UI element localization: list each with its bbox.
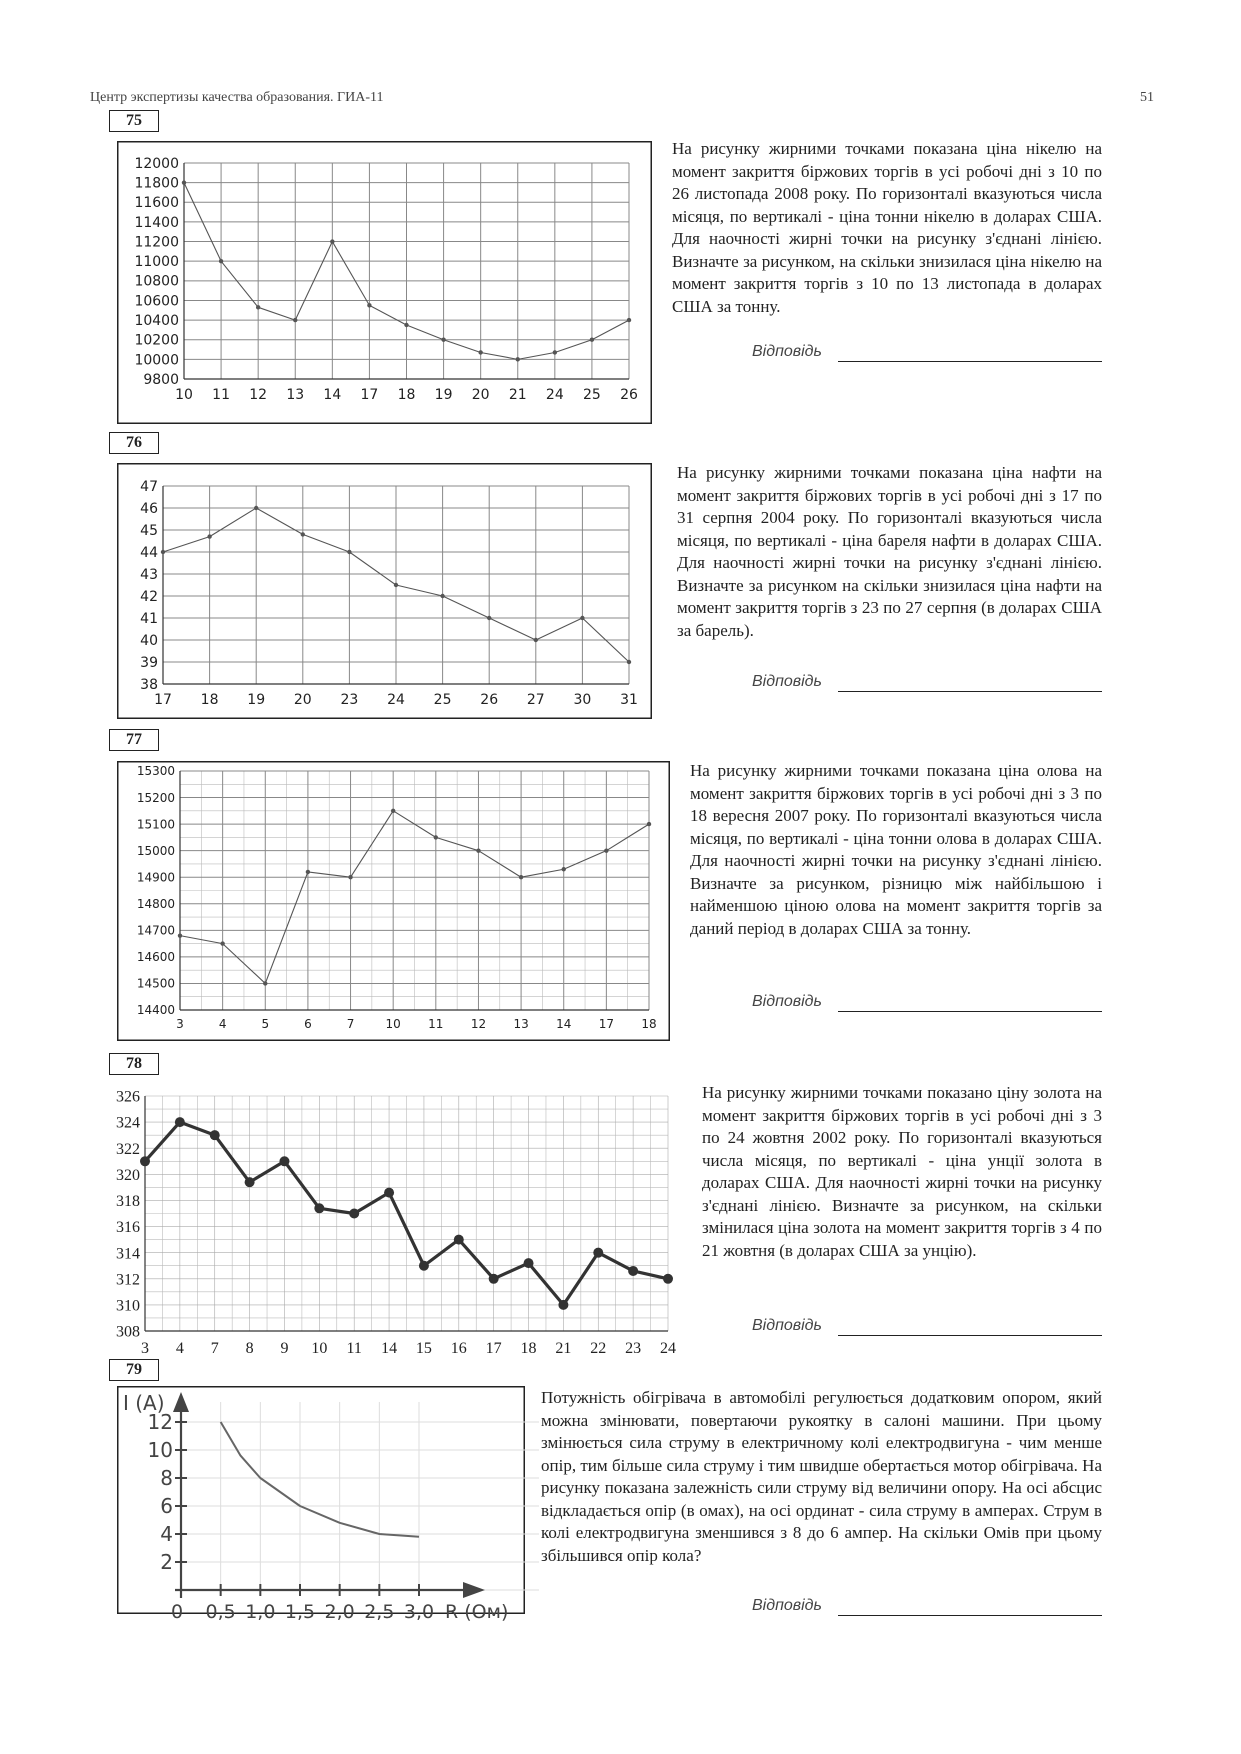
y-tick-label: 11200	[134, 234, 179, 251]
y-tick-label: 322	[116, 1140, 140, 1158]
data-point	[330, 239, 334, 243]
answer-line[interactable]	[838, 361, 1102, 362]
x-tick-label: 25	[583, 387, 601, 403]
chart-nickel-price	[117, 141, 652, 424]
task-number-75: 75	[109, 110, 159, 132]
y-tick-label: 14600	[136, 950, 175, 965]
x-tick-label: 17	[485, 1340, 502, 1357]
answer-label: Відповідь	[752, 1317, 822, 1334]
x-tick-label: 20	[471, 387, 490, 403]
x-tick-label: 9	[280, 1340, 289, 1357]
y-tick-label: 15000	[136, 843, 175, 858]
data-point	[489, 1274, 499, 1284]
x-tick-label: 23	[340, 692, 359, 708]
data-point	[349, 1209, 359, 1219]
data-point	[384, 1188, 394, 1198]
answer-label: Відповідь	[752, 343, 822, 360]
x-tick-label: 0	[170, 1601, 184, 1623]
x-tick-label: 1,0	[245, 1601, 276, 1623]
data-point	[175, 1117, 185, 1127]
x-tick-label: 10	[311, 1340, 328, 1357]
y-tick-label: 9800	[143, 371, 179, 388]
x-tick-label: 3	[141, 1340, 149, 1357]
data-point	[440, 594, 444, 598]
y-tick-label: 47	[140, 478, 158, 495]
x-tick-label: 24	[545, 387, 564, 403]
x-tick-label: 17	[154, 692, 172, 708]
x-tick-label: 30	[573, 692, 592, 708]
y-tick-label: 324	[116, 1114, 140, 1132]
data-point	[476, 848, 480, 852]
y-tick-label: 14400	[136, 1003, 175, 1018]
y-tick-label: 10800	[134, 273, 179, 290]
chart-gold-price	[116, 1082, 676, 1357]
data-point	[348, 875, 352, 879]
y-tick-label: 15200	[136, 790, 175, 805]
data-point	[454, 1235, 464, 1245]
y-tick-label: 38	[140, 676, 158, 693]
data-point	[627, 318, 631, 322]
y-tick-label: 11800	[134, 175, 179, 192]
data-point	[558, 1300, 568, 1310]
x-tick-label: 23	[625, 1340, 642, 1357]
chart-svg	[117, 761, 670, 1041]
y-tick-label: 8	[160, 1466, 173, 1490]
chart-oil-price	[117, 463, 652, 719]
x-tick-label: 24	[387, 692, 405, 708]
data-point	[245, 1177, 255, 1187]
data-point	[404, 323, 408, 327]
x-tick-label: 16	[450, 1340, 467, 1357]
data-point	[182, 180, 186, 184]
data-point	[394, 583, 398, 587]
y-tick-label: 318	[116, 1193, 140, 1211]
x-tick-label: 11	[346, 1340, 362, 1357]
y-tick-label: 10	[147, 1438, 173, 1462]
x-tick-label: 25	[433, 692, 452, 708]
x-tick-label: 10	[175, 387, 193, 403]
data-point	[210, 1130, 220, 1140]
x-tick-label: 27	[526, 692, 545, 708]
y-tick-label: 11000	[134, 254, 179, 271]
x-tick-label: 14	[323, 387, 342, 403]
data-point	[519, 875, 523, 879]
data-point	[628, 1266, 638, 1276]
y-tick-label: 6	[160, 1494, 173, 1518]
data-point	[391, 809, 395, 813]
task-77-text: На рисунку жирними точками показана ціна олова на момент закриття біржових торгів в усі робочі дні з 3 по 18 вересня 2007 року. По горизонталі вказуються числа місяця, по вертикалі - ціна тонни олова в доларах США. Для наочності жирні точки на рисунку з'єднані лінією. Визначте за рисунком, різницю між найбільшою і найменшою ціною олова на момент закриття торгів за даний період в доларах США за тонну.	[690, 761, 1102, 938]
x-tick-label: 19	[434, 387, 453, 403]
task-76-text: На рисунку жирними точками показана ціна нафти на момент закриття біржових торгів в усі робочі дні з 17 по 31 серпня 2004 року. По горизонталі вказуються числа місяця, по вертикалі - ціна бареля нафти в доларах США. Для наочності жирні точки на рисунку з'єднані лінією. Визначте за рисунком на скільки знизилася ціна нафти на момент закриття торгів з 23 по 27 серпня (в доларах США за барель).	[677, 463, 1102, 640]
x-tick-label: 31	[620, 692, 638, 708]
y-tick-label: 326	[116, 1088, 140, 1106]
data-point	[347, 550, 351, 554]
x-tick-label: 24	[660, 1340, 676, 1357]
y-tick-label: 14800	[136, 896, 175, 911]
data-point	[604, 848, 608, 852]
task-number-76: 76	[109, 432, 159, 454]
y-tick-label: 310	[116, 1297, 140, 1315]
answer-line[interactable]	[838, 1335, 1102, 1336]
chart-current-vs-resistance	[117, 1386, 525, 1623]
data-point	[254, 506, 258, 510]
x-axis-label: R (Ом)	[445, 1601, 509, 1623]
x-tick-label: 22	[590, 1340, 607, 1357]
data-point	[314, 1203, 324, 1213]
x-tick-label: 26	[480, 692, 499, 708]
chart-svg	[117, 463, 652, 719]
x-tick-label: 13	[513, 1017, 529, 1031]
x-tick-label: 4	[175, 1340, 184, 1357]
y-tick-label: 40	[140, 632, 158, 649]
y-tick-label: 14700	[136, 923, 175, 938]
data-point	[434, 835, 438, 839]
x-tick-label: 14	[381, 1340, 398, 1357]
y-tick-label: 15100	[136, 817, 175, 832]
chart-frame	[118, 142, 652, 424]
task-number-79: 79	[109, 1359, 159, 1381]
x-tick-label: 18	[200, 692, 219, 708]
answer-line[interactable]	[838, 691, 1102, 692]
page-number: 51	[1140, 90, 1154, 105]
x-tick-label: 19	[247, 692, 266, 708]
y-tick-label: 316	[116, 1219, 140, 1237]
x-tick-label: 7	[346, 1017, 355, 1031]
data-point	[161, 550, 165, 554]
x-tick-label: 1,5	[284, 1601, 316, 1623]
x-tick-label: 8	[245, 1340, 254, 1357]
chart-svg	[117, 141, 652, 424]
chart-tin-price	[117, 761, 670, 1041]
data-point	[140, 1156, 150, 1166]
x-tick-label: 17	[360, 387, 379, 403]
answer-label: Відповідь	[752, 673, 822, 690]
data-point	[219, 259, 223, 263]
x-tick-label: 13	[286, 387, 305, 403]
y-tick-label: 45	[140, 522, 158, 539]
data-point	[263, 981, 267, 985]
x-tick-label: 2,5	[364, 1601, 395, 1623]
answer-label: Відповідь	[752, 1597, 822, 1614]
y-tick-label: 4	[160, 1522, 173, 1546]
x-tick-label: 12	[470, 1017, 487, 1031]
answer-line[interactable]	[838, 1615, 1102, 1616]
y-tick-label: 10600	[134, 293, 179, 310]
x-tick-label: 14	[556, 1017, 572, 1031]
x-tick-label: 18	[641, 1017, 657, 1031]
y-tick-label: 2	[160, 1550, 173, 1574]
x-tick-label: 11	[212, 387, 230, 403]
data-point	[293, 318, 297, 322]
x-tick-label: 3,0	[403, 1601, 435, 1623]
x-tick-label: 5	[261, 1017, 270, 1031]
data-point	[524, 1258, 534, 1268]
task-number-78: 78	[109, 1053, 159, 1075]
x-tick-label: 10	[385, 1017, 401, 1031]
y-tick-label: 320	[116, 1166, 140, 1184]
task-79-text: Потужність обігрівача в автомобілі регулюється додатковим опором, який можна змінювати, повертаючи рукоятку в салоні машини. При цьому змінюється сила струму в електричному колі електродвигуна - чим менше опір, тим більше сила струму і тим швидше обертається мотор обігрівача. На рисунку показана залежність сили струму від величини опору. На осі абсцис відкладається опір (в омах), на осі ординат - сила струму в амперах. Струм в колі електродвигуна зменшився з 8 до 6 ампер. На скільки Омів при цьому збільшився опір кола?	[541, 1388, 1102, 1565]
data-point	[301, 532, 305, 536]
x-tick-label: 3	[176, 1017, 184, 1031]
y-axis-label: I (A)	[123, 1391, 165, 1415]
data-point	[562, 867, 566, 871]
chart-svg	[116, 1082, 676, 1357]
y-tick-label: 14500	[136, 976, 175, 991]
y-tick-label: 312	[116, 1271, 140, 1289]
x-tick-label: 18	[397, 387, 416, 403]
chart-frame	[118, 464, 652, 719]
x-tick-label: 26	[620, 387, 638, 403]
task-78-text: На рисунку жирними точками показано ціну золота на момент закриття біржових торгів в усі робочі дні з 3 по 24 жовтня 2002 року. По горизонталі вказуються числа місяця, по вертикалі - ціна унції золота в доларах США. Для наочності жирні точки на рисунку з'єднані лінією. Визначте за рисунком, на скільки змінилася ціна золота на момент закриття торгів з 4 по 21 жовтня (в доларах США за унцію).	[702, 1083, 1102, 1260]
x-tick-label: 15	[415, 1340, 432, 1357]
y-tick-label: 12000	[134, 155, 179, 172]
y-tick-label: 14900	[136, 870, 175, 885]
y-tick-label: 10000	[134, 352, 179, 369]
x-tick-label: 21	[508, 387, 527, 403]
y-tick-label: 44	[140, 544, 158, 561]
data-point	[256, 305, 260, 309]
y-tick-label: 43	[140, 566, 158, 583]
answer-line[interactable]	[838, 1011, 1102, 1012]
x-tick-label: 0,5	[205, 1601, 236, 1623]
chart-svg	[117, 1386, 525, 1623]
x-tick-label: 20	[293, 692, 312, 708]
y-tick-label: 41	[140, 610, 158, 627]
data-point	[580, 616, 584, 620]
y-tick-label: 39	[140, 654, 158, 671]
x-tick-label: 2,0	[324, 1601, 355, 1623]
data-point	[306, 870, 310, 874]
x-tick-label: 18	[520, 1340, 537, 1357]
x-tick-label: 17	[598, 1017, 615, 1031]
data-point	[279, 1156, 289, 1166]
x-tick-label: 21	[555, 1340, 572, 1357]
y-tick-label: 10200	[134, 332, 179, 349]
task-75-text: На рисунку жирними точками показана ціна нікелю на момент закриття біржових торгів в усі робочі дні з 10 по 26 листопада 2008 року. По горизонталі вказуються числа місяця, по вертикалі - ціна тонни нікелю в доларах США. Для наочності жирні точки на рисунку з'єднані лінією. Визначте за рисунком, на скільки знизилася ціна нікелю на момент закриття торгів з 10 по 13 листопада в доларах США за тонну.	[672, 139, 1102, 316]
y-tick-label: 314	[116, 1245, 140, 1263]
y-tick-label: 42	[140, 588, 158, 605]
answer-label: Відповідь	[752, 993, 822, 1010]
data-point	[534, 638, 538, 642]
x-tick-label: 12	[249, 387, 268, 403]
data-point	[553, 350, 557, 354]
task-number-77: 77	[109, 729, 159, 751]
data-point	[207, 534, 211, 538]
chart-frame	[118, 1387, 525, 1614]
data-point	[220, 941, 224, 945]
data-point	[663, 1274, 673, 1284]
y-tick-label: 46	[140, 500, 158, 517]
x-tick-label: 11	[428, 1017, 444, 1031]
y-tick-label: 308	[116, 1323, 140, 1341]
data-point	[516, 357, 520, 361]
data-point	[441, 338, 445, 342]
y-tick-label: 11400	[134, 214, 179, 231]
y-tick-label: 10400	[134, 312, 179, 329]
y-tick-label: 11600	[134, 195, 179, 212]
data-point	[647, 822, 651, 826]
y-tick-label: 15300	[136, 764, 175, 779]
data-point	[478, 350, 482, 354]
data-point	[367, 303, 371, 307]
page-header-title: Центр экспертизы качества образования. ГИА-11	[90, 90, 384, 105]
y-tick-label: 12	[147, 1410, 173, 1434]
data-point	[627, 660, 631, 664]
data-point	[487, 616, 491, 620]
data-point	[593, 1248, 603, 1258]
x-tick-label: 6	[304, 1017, 312, 1031]
x-tick-label: 4	[218, 1017, 227, 1031]
data-point	[178, 933, 182, 937]
data-point	[419, 1261, 429, 1271]
x-tick-label: 7	[210, 1340, 219, 1357]
data-point	[590, 338, 594, 342]
